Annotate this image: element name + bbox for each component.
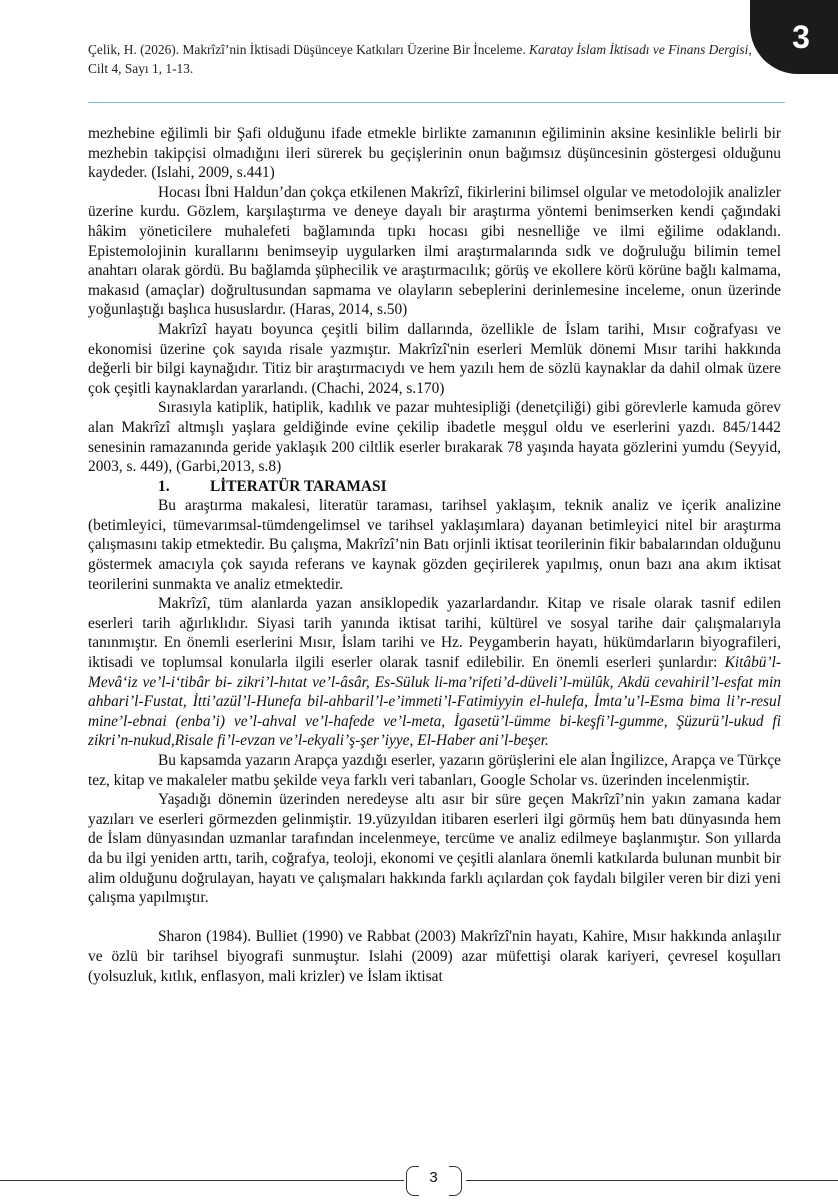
paragraph: Bu araştırma makalesi, literatür taraması, tarihsel yaklaşım, teknik analiz ve içerik analizine (betimleyici, tümevarımsal-tümdengelimsel ve tarihsel yaklaşımlara) dayanan betimleyici nitel bir araştırma çalışmasını takip etmektedir. Bu çalışma, Makrîzî’nin Batı orjinli iktisat teorilerinin fikir babalarından olduğunu göstermek amacıyla çok sayıda referans ve kaynak gözden geçirilerek yapılmış, onun bazı ana akım iktisat teorilerini sunmakta ve analiz etmektedir. (88, 497, 781, 593)
paragraph: Sharon (1984). Bulliet (1990) ve Rabbat (2003) Makrîzî'nin hayatı, Kahire, Mısır hakkında anlaşılır ve özlü bir tarihsel biyografi sunmuştur. Islahi (2009) azar müfettişi olarak kariyeri, çevresel koşulları (yolsuzluk, kıtlık, enflasyon, mali krizler) ve İslam iktisat (88, 928, 781, 985)
footer-page-number: 3 (429, 1169, 438, 1186)
works-list: Kitâbü’l-Mevâ‘iz ve’l-i‘tibâr bi- zikri’l-hıtat ve’l-âsâr, Es-Süluk li-ma’rifeti’d-düveli’l-mülûk, Akdü cevahiril’l-esfat min ahbari’l-Fustat, İtti’azül’l-Hunefa bil-ahbaril’l-e’immeti’l-Fatimiyyin el-hulefa, İmta’u’l-Esma bima li’r-resul mine’l-ebnai (enba’i) ve’l-ahval ve’l-hafede ve’l-meta, İgasetü’l-ümme bi-keşfi’l-gumme, Şüzurü’l-ukud fi zikri’n-nukud,Risale fi’l-evzan ve’l-ekyali’ş-şer’iyye, El-Haber ani’l-beşer. (88, 654, 781, 750)
paragraph: Bu kapsamda yazarın Arapça yazdığı eserler, yazarın görüşlerini ele alan İngilizce, Arapça ve Türkçe tez, kitap ve makaleler matbu şekilde veya farklı veri tabanları, Google Scholar vs. üzerinden incelenmiştir. (88, 752, 781, 789)
article-body (88, 124, 781, 986)
paragraph (88, 594, 781, 751)
citation-volume: , Cilt 4, Sayı 1, 1-13. (88, 42, 752, 76)
paragraph: Hocası İbni Haldun’dan çokça etkilenen Makrîzî, fikirlerini bilimsel olgular ve metodolojik analizler üzerine kurdu. Gözlem, karşılaştırma ve deneye dayalı bir araştırma yöntemi benimserken kendi çağındaki hâkim yöneticilere muhalefeti bağlamında tıpkı hocası gibi nesnelliğe ve ilmi eğilime odaklandı. Epistemolojinin kurallarını benimseyip uygularken ilmi araştırmalarında sıdk ve doğruluğu bilimin temel anahtarı olarak gördü. Bu bağlamda şüphecilik ve araştırmacılık; görüş ve ekollere körü körüne bağlı kalmama, makasıd (amaçlar) doğrultusundan sapmama ve olayların sebeplerini derinlemesine inceleme, onun üzerinde yoğunlaştığı başlıca hususlardır. (Haras, 2014, s.50) (88, 183, 781, 319)
header-divider (88, 102, 785, 103)
paragraph: mezhebine eğilimli bir Şafi olduğunu ifade etmekle birlikte zamanının eğiliminin aksine kesinlikle belirli bir mezhebin takipçisi olmadığını ileri sürerek bu geçişlerinin onun bağımsız düşüncesinin göstergesi olduğunu kaydeder. (Islahi, 2009, s.441) (88, 125, 781, 182)
footer-bracket-right (449, 1166, 462, 1196)
paragraph: Yaşadığı dönemin üzerinden neredeyse altı asır bir süre geçen Makrîzî’nin yakın zamana kadar yazıları ve eserleri görmezden gelinmiştir. 19.yüzyıldan itibaren eserleri ilgi görmüş hem batı dünyasında hem de İslam dünyasından uzmanlar tarafından incelenmeye, tercüme ve analiz edilmeye başlanmıştır. Son yıllarda da bu ilgi yeniden arttı, tarih, coğrafya, teoloji, ekonomi ve çeşitli alanlara önemli katkılarda bulunan munbit bir alim olduğunu doğrulayan, hayatı ve çalışmaları hakkında farklı açılardan çok faydalı bilgiler veren bir dizi yeni çalışma yapılmıştır. (88, 791, 781, 907)
section-title: LİTERATÜR TARAMASI (210, 477, 387, 495)
footer-rule-left (0, 1180, 404, 1181)
paragraph: Sırasıyla katiplik, hatiplik, kadılık ve pazar muhtesipliği (denetçiliği) gibi görevlerle kamuda görev alan Makrîzî altmışlı yaşlara geldiğinde evine çekilip ibadetle meşgul oldu ve eserlerini yazdı. 845/1442 senesinin ramazanında geride yaklaşık 200 ciltlik eserler bırakarak 78 yaşında hayata gözlerini yumdu (Seyyid, 2003, s. 449), (Garbi,2013, s.8) (88, 399, 781, 476)
running-header (88, 40, 768, 78)
journal-name: Karatay İslam İktisadı ve Finans Dergisi (529, 42, 749, 57)
page-tab-number: 3 (792, 18, 810, 55)
citation-text: Çelik, H. (2026). Makrîzî’nin İktisadi Düşünceye Katkıları Üzerine Bir İnceleme. (88, 42, 530, 57)
footer-rule-right (466, 1180, 838, 1181)
paragraph: Makrîzî hayatı boyunca çeşitli bilim dallarında, özellikle de İslam tarihi, Mısır coğrafyası ve ekonomisi üzerine çok sayıda risale yazmıştır. Makrîzî'nin eserleri Memlük dönemi Mısır tarihi hakkında değerli bir bilgi kaynağıdır. Titiz bir araştırmacıydı ve hem yazılı hem de sözlü kaynaklar da dahil olmak üzere çok çeşitli kaynaklardan yararlandı. (Chachi, 2024, s.170) (88, 320, 781, 397)
section-number: 1. (158, 477, 170, 495)
paragraph-text: Makrîzî, tüm alanlarda yazan ansiklopedik yazarlardandır. Kitap ve risale olarak tasnif edilen eserleri tarih ağırlıklıdır. Siyasi tarih yanında iktisat tarihi, kültürel ve sosyal tarihe dair çalışmalarıyla tanınmıştır. En önemli eserlerini Mısır, İslam tarihi ve Hz. Peygamberin hayatı, hükümdarların biyografileri, iktisadi ve toplumsal konularla ilgili eserler olarak tasnif edilebilir. En önemli eserleri şunlardır: (88, 595, 781, 672)
page-footer (0, 1163, 838, 1199)
section-heading (88, 477, 781, 497)
